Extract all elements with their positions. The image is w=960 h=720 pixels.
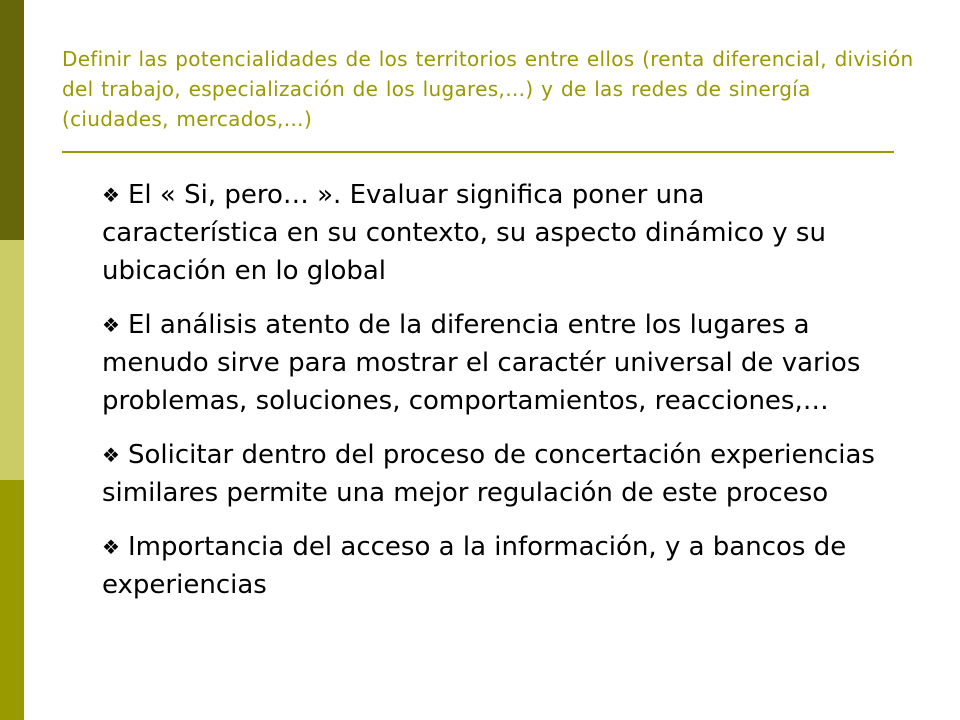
four-diamond-bullet-icon: ❖ <box>102 443 120 467</box>
title-divider <box>62 151 894 153</box>
four-diamond-bullet-icon: ❖ <box>102 313 120 337</box>
bullet-item <box>102 528 882 604</box>
bullet-item <box>102 176 882 290</box>
bullet-text: Solicitar dentro del proceso de concertación experiencias similares permite una mejor regulación de este proceso <box>102 440 875 508</box>
bullet-text: Importancia del acceso a la información, y a bancos de experiencias <box>102 532 847 600</box>
bullet-text: El « Si, pero… ». Evaluar significa poner una característica en su contexto, su aspecto dinámico y su ubicación en lo global <box>102 180 826 286</box>
slide-title: Definir las potencialidades de los territorios entre ellos (renta diferencial, división del trabajo, especialización de los lugares,…) y de las redes de sinergía (ciudades, mercados,…) <box>62 47 914 131</box>
bullet-text: El análisis atento de la diferencia entre los lugares a menudo sirve para mostrar el caractér universal de varios problemas, soluciones, comportamientos, reacciones,… <box>102 310 861 416</box>
bullet-list <box>102 176 882 620</box>
bullet-item <box>102 436 882 512</box>
side-band-bottom <box>0 480 24 720</box>
four-diamond-bullet-icon: ❖ <box>102 535 120 559</box>
bullet-item <box>102 306 882 420</box>
side-band-middle <box>0 240 24 480</box>
side-band-top <box>0 0 24 240</box>
four-diamond-bullet-icon: ❖ <box>102 183 120 207</box>
